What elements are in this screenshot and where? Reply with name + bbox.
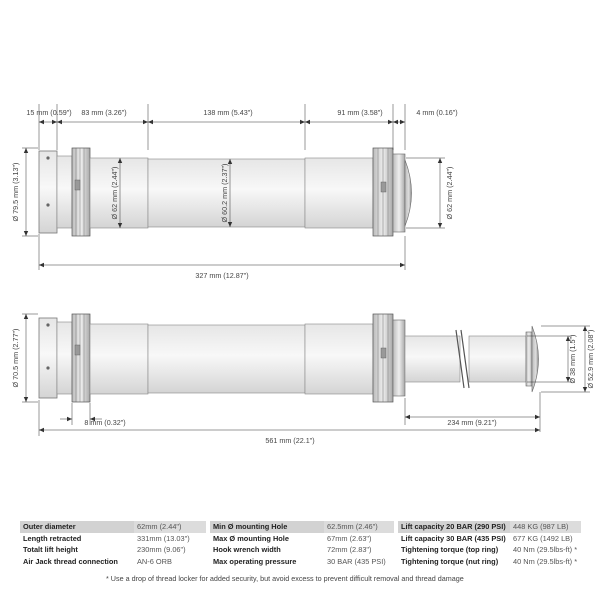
base-body <box>57 322 72 394</box>
spec-key: Lift capacity 20 BAR (290 PSI) <box>398 521 510 533</box>
spec-value: AN-6 ORB <box>137 556 172 566</box>
middle-tube <box>148 325 305 393</box>
footnote: * Use a drop of thread locker for added security, but avoid excess to prevent difficult removal and thread damage <box>106 574 464 583</box>
plate-hole <box>46 156 49 159</box>
plate-hole <box>46 366 49 369</box>
mounting-plate <box>39 151 57 233</box>
dim-138mm: 138 mm (5.43") <box>203 108 253 117</box>
dim-38mm: Ø 38 mm (1.5") <box>568 334 577 384</box>
spec-value: 230mm (9.06") <box>137 545 186 555</box>
piston-rod-1 <box>405 336 460 382</box>
spec-key: Hook wrench width <box>213 545 281 555</box>
spec-value: 677 KG (1492 LB) <box>513 533 573 543</box>
lower-tube <box>90 324 148 394</box>
spec-value: 331mm (13.03") <box>137 533 190 543</box>
dim-60-2mm: Ø 60.2 mm (2.37") <box>220 163 229 223</box>
bottom-view-jack <box>39 314 539 402</box>
dim-15mm: 15 mm (0.59") <box>26 108 72 117</box>
upper-tube <box>305 158 373 228</box>
dim-234mm: 234 mm (9.21") <box>447 418 497 427</box>
dim-62mm-top: Ø 62 mm (2.44") <box>445 166 454 220</box>
spec-value: 62mm (2.44") <box>134 521 206 533</box>
spec-value: 40 Nm (29.5lbs-ft) * <box>513 545 578 555</box>
spec-key: Totalt lift height <box>23 545 78 555</box>
base-ring <box>72 148 90 236</box>
spec-value: 40 Nm (29.5lbs-ft) * <box>513 556 578 566</box>
dim-70-5mm: Ø 70.5 mm (2.77") <box>11 328 20 388</box>
spec-value: 62.5mm (2.46") <box>324 521 394 533</box>
spec-value: 67mm (2.63") <box>327 533 372 543</box>
spec-value: 30 BAR (435 PSI) <box>327 556 386 566</box>
spec-key: Min Ø mounting Hole <box>210 521 324 533</box>
spec-row <box>20 544 581 556</box>
spec-key: Tightening torque (nut ring) <box>401 556 499 566</box>
top-cap <box>405 160 412 226</box>
nut-ring <box>393 154 405 232</box>
dim-8mm: 8 mm (0.32") <box>84 418 126 427</box>
piston-rod-2 <box>469 336 526 382</box>
plate-hole <box>46 323 49 326</box>
dim-52-9mm: Ø 52.9 mm (2.08") <box>586 329 595 389</box>
spec-row <box>20 521 581 533</box>
nut-ring <box>393 320 405 396</box>
spec-key: Max operating pressure <box>213 556 297 566</box>
base-ring <box>72 314 90 402</box>
spec-key: Length retracted <box>23 533 82 543</box>
dim-327mm: 327 mm (12.87") <box>195 271 249 280</box>
spec-key: Tightening torque (top ring) <box>401 545 499 555</box>
dim-4mm: 4 mm (0.16") <box>416 108 458 117</box>
spec-value: 72mm (2.83") <box>327 545 372 555</box>
spec-key: Max Ø mounting Hole <box>213 533 289 543</box>
spec-key: Air Jack thread connection <box>23 556 118 566</box>
lower-tube <box>90 158 148 228</box>
spec-row <box>20 556 581 568</box>
dim-62mm-base: Ø 62 mm (2.44") <box>110 166 119 220</box>
upper-tube <box>305 324 373 394</box>
spec-key: Outer diameter <box>20 521 134 533</box>
spec-table <box>20 521 581 567</box>
dim-83mm: 83 mm (3.26") <box>81 108 127 117</box>
plate-hole <box>46 203 49 206</box>
piston-collar <box>526 332 532 386</box>
spec-key: Lift capacity 30 BAR (435 PSI) <box>401 533 506 543</box>
dim-91mm: 91 mm (3.58") <box>337 108 383 117</box>
mounting-plate <box>39 318 57 398</box>
spec-row <box>20 533 581 545</box>
dim-79-5mm: Ø 79.5 mm (3.13") <box>11 162 20 222</box>
dim-561mm: 561 mm (22.1") <box>265 436 315 445</box>
base-body <box>57 156 72 228</box>
spec-value: 448 KG (987 LB) <box>510 521 581 533</box>
